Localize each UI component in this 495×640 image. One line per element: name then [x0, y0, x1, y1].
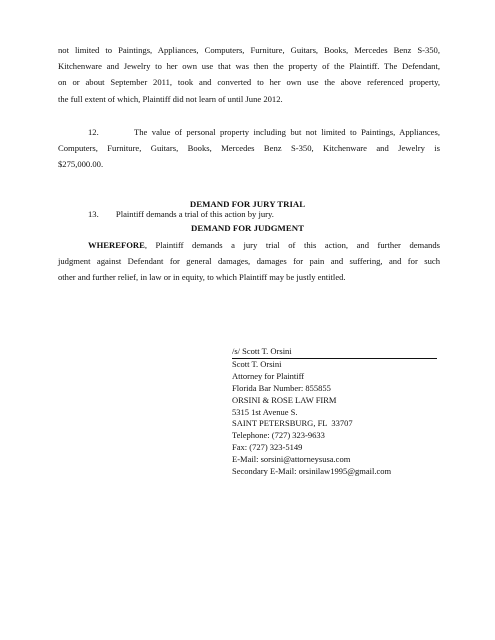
text-line: judgment against Defendant for general damages, damages for pain and suffering, and for such — [58, 256, 440, 267]
paragraph-13 — [58, 206, 440, 222]
wherefore-paragraph — [58, 237, 440, 286]
jury-trial-heading: DEMAND FOR JURY TRIAL — [189, 199, 306, 209]
judgment-heading: DEMAND FOR JUDGMENT — [191, 223, 304, 233]
signature-block — [232, 346, 437, 478]
email: E-Mail: sorsini@attorneysusa.com — [232, 454, 351, 465]
text-line: other and further relief, in law or in equity, to which Plaintiff may be justly entitled. — [58, 272, 346, 283]
attorney-role: Attorney for Plaintiff — [232, 370, 305, 381]
text-line: 12. The value of personal property including but not limited to Paintings, Appliances, — [88, 127, 440, 137]
attorney-name: Scott T. Orsini — [232, 358, 282, 369]
fax: Fax: (727) 323-5149 — [232, 442, 303, 453]
telephone: Telephone: (727) 323-9633 — [232, 430, 325, 441]
paragraph-12 — [58, 124, 440, 173]
wherefore-rest: , Plaintiff demands a jury trial of this action, and further demands — [144, 240, 440, 250]
text-line: $275,000.00. — [58, 159, 104, 170]
text-line: the full extent of which, Plaintiff did not learn of until June 2012. — [58, 93, 283, 104]
text-line: Kitchenware and Jewelry to her own use that was then the property of the Plaintiff. The Defendant, — [58, 61, 440, 72]
text-line — [58, 237, 440, 253]
text-line: on or about September 2011, took and converted to her own use the above referenced property, — [58, 77, 440, 88]
text-line: Computers, Furniture, Guitars, Books, Mercedes Benz S-350, Kitchenware and Jewelry is — [58, 143, 440, 154]
text-line: 13. Plaintiff demands a trial of this action by jury. — [88, 209, 274, 219]
secondary-email: Secondary E-Mail: orsinilaw1995@gmail.com — [232, 466, 392, 477]
bar-number: Florida Bar Number: 855855 — [232, 382, 331, 393]
wherefore-lead: WHEREFORE — [88, 240, 145, 250]
street-address: 5315 1st Avenue S. — [232, 406, 298, 417]
electronic-signature: /s/ Scott T. Orsini — [232, 346, 437, 359]
text-line: not limited to Paintings, Appliances, Computers, Furniture, Guitars, Books, Mercedes Benz S-350, — [58, 45, 440, 55]
firm-name: ORSINI & ROSE LAW FIRM — [232, 394, 337, 405]
city-state-zip: SAINT PETERSBURG, FL 33707 — [232, 418, 353, 429]
paragraph-continued — [58, 42, 440, 107]
